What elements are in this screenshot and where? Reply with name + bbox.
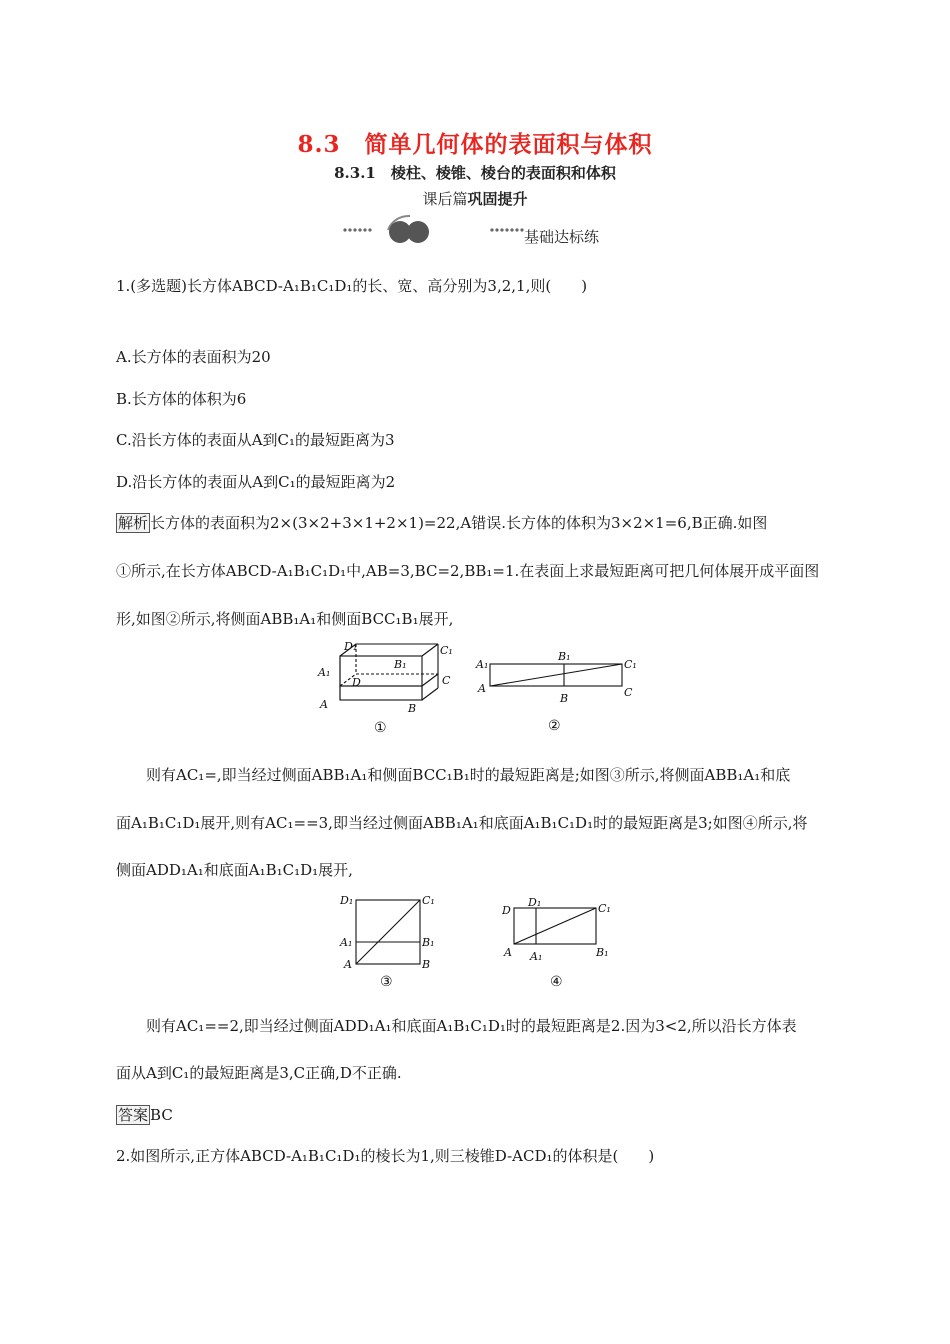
fig2-caption: ② xyxy=(548,718,561,734)
banner-label: 基础达标练 xyxy=(524,228,600,246)
fig1-label-d: D xyxy=(352,676,361,689)
fig3-label-b1: B₁ xyxy=(422,936,435,949)
fig4-label-b1: B₁ xyxy=(596,946,609,959)
fig2-label-c1: C₁ xyxy=(624,658,637,671)
q1-analysis-line-1: 解析 长方体的表面积为2×(3×2+3×1+2×1)=22,A错误.长方体的体积为3×2×1=6,B正确.如图 xyxy=(118,514,768,532)
section-prefix: 课后篇 xyxy=(422,190,468,208)
section-bold: 巩固提升 xyxy=(467,190,528,208)
fig1-caption: ① xyxy=(374,720,387,736)
fig1-label-d1: D₁ xyxy=(344,640,358,653)
q1-para3-line-2: 面从A到C₁的最短距离是3,C正确,D不正确. xyxy=(116,1064,402,1082)
fig3-caption: ③ xyxy=(380,974,393,990)
section-heading xyxy=(0,188,950,209)
fig4-label-d1: D₁ xyxy=(528,896,542,909)
fig2-label-b1: B₁ xyxy=(558,650,571,663)
fig1-label-a1: A₁ xyxy=(318,666,331,679)
q1-option-a: A.长方体的表面积为20 xyxy=(116,348,271,366)
q1-option-d: D.沿长方体的表面从A到C₁的最短距离为2 xyxy=(116,473,396,491)
section-subtitle: 8.3.1 棱柱、棱锥、棱台的表面积和体积 xyxy=(334,164,616,182)
fig2-label-a: A xyxy=(478,682,486,695)
q1-para2-line-2: 面A₁B₁C₁D₁展开,则有AC₁==3,即当经过侧面ABB₁A₁和底面A₁B₁C₁D₁时的最短距离是3;如图④所示,将 xyxy=(116,814,808,832)
q1-answer xyxy=(116,1104,173,1125)
answer-value: BC xyxy=(150,1106,173,1124)
fig4-label-d: D xyxy=(502,904,511,917)
fig3-label-b: B xyxy=(422,958,431,971)
fig1-label-c1: C₁ xyxy=(440,644,453,657)
fig1-label-a: A xyxy=(320,698,328,711)
fig3-label-a1: A₁ xyxy=(340,936,353,949)
fig1-label-b1: B₁ xyxy=(394,658,407,671)
fig2-label-a1: A₁ xyxy=(476,658,489,671)
fig2-label-b: B xyxy=(560,692,569,705)
q1-para2-line-1: 则有AC₁=,即当经过侧面ABB₁A₁和侧面BCC₁B₁时的最短距离是;如图③所示,将侧面ABB₁A₁和底 xyxy=(146,766,791,784)
figure-2-unfold xyxy=(474,648,644,734)
q1-para2-line-3: 侧面ADD₁A₁和底面A₁B₁C₁D₁展开, xyxy=(116,861,353,879)
fig1-label-b: B xyxy=(408,702,417,715)
q1-para3-line-1: 则有AC₁==2,即当经过侧面ADD₁A₁和底面A₁B₁C₁D₁时的最短距离是2.因为3<2,所以沿长方体表 xyxy=(146,1017,797,1035)
fig4-caption: ④ xyxy=(550,974,563,990)
fig3-label-c1: C₁ xyxy=(422,894,435,907)
figure-4-unfold xyxy=(498,896,618,990)
figure-3-unfold xyxy=(336,890,446,990)
fig1-label-c: C xyxy=(442,674,451,687)
q2-stem: 2.如图所示,正方体ABCD-A₁B₁C₁D₁的棱长为1,则三棱锥D-ACD₁的体积是( ) xyxy=(116,1147,655,1165)
fig3-label-a: A xyxy=(344,958,352,971)
fig4-label-c1: C₁ xyxy=(598,902,611,915)
fig2-label-c: C xyxy=(624,686,633,699)
fig4-label-a: A xyxy=(504,946,512,959)
q1-analysis-line-3: 形,如图②所示,将侧面ABB₁A₁和侧面BCC₁B₁展开, xyxy=(116,610,454,628)
q1-option-c: C.沿长方体的表面从A到C₁的最短距离为3 xyxy=(116,431,395,449)
analysis-tag: 解析 xyxy=(118,514,149,532)
answer-tag: 答案 xyxy=(118,1106,149,1124)
q1-option-b: B.长方体的体积为6 xyxy=(116,390,247,408)
fig4-label-a1: A₁ xyxy=(530,950,543,963)
q1-analysis-line-2: ①所示,在长方体ABCD-A₁B₁C₁D₁中,AB=3,BC=2,BB₁=1.在表面上求最短距离可把几何体展开成平面图 xyxy=(116,562,820,580)
page-title: 8.3 简单几何体的表面积与体积 xyxy=(297,131,653,158)
fig3-label-d1: D₁ xyxy=(340,894,354,907)
q1-stem: 1.(多选题)长方体ABCD-A₁B₁C₁D₁的长、宽、高分别为3,2,1,则( ) xyxy=(116,277,588,295)
figure-1-cuboid xyxy=(312,640,462,736)
